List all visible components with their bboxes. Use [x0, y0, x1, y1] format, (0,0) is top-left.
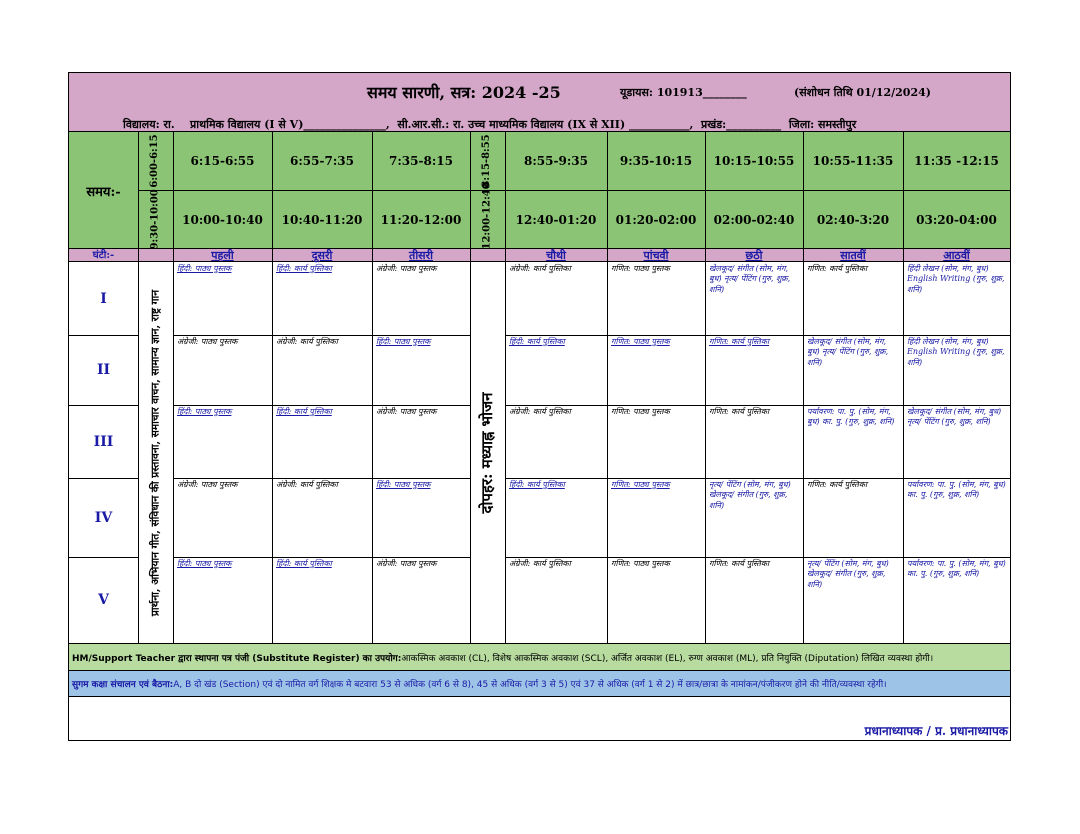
- subject-cell: गणित: कार्य पुस्तिका: [709, 559, 770, 568]
- signature-label: प्रधानाध्यापक / प्र. प्रधानाध्यापक: [864, 724, 1008, 738]
- class-note-text: A, B दो खंड (Section) एवं दो नामित वर्ग शिक्षक मे बटवारा 53 से अधिक (वर्ग 6 से 8), 45 से अधिक (वर्ग 3 से 5) एवं 37 से अधिक (वर्ग 1 से 2) में छात्र/छात्रा के नामांकन/पंजीकरण होने की नीति/व्यवस्था रहेगी।: [173, 680, 887, 690]
- time-slot-afternoon: 10:00-10:40: [182, 212, 263, 227]
- period-header: तीसरी: [409, 249, 433, 262]
- subject-cell: अंग्रेजी: पाठ्य पुस्तक: [376, 407, 437, 416]
- subject-cell: गणित: पाठ्य पुस्तक: [611, 264, 670, 273]
- subject-cell: गणित: पाठ्य पुस्तक: [611, 480, 670, 489]
- time-slot-morning: 9:35-10:15: [619, 154, 693, 168]
- class-label: III: [93, 433, 114, 450]
- period-header: चौथी: [546, 249, 566, 262]
- subject-cell: खेलकूद/ संगीत (सोम, मंग, बुध) नृत्य/ पेंटिंग (गुरु, शुक्र, शनि): [807, 337, 889, 367]
- period-header: आठवीं: [943, 249, 970, 262]
- subject-cell: पर्यावरण: पा. पु. (सोम, मंग, बुध) का. पु. (गुरु, शुक्र, शनि): [907, 480, 1006, 500]
- subject-cell: गणित: पाठ्य पुस्तक: [611, 407, 670, 416]
- time-slot-afternoon: 01:20-02:00: [615, 212, 697, 227]
- subject-cell: हिंदी: पाठ्य पुस्तक: [177, 559, 232, 568]
- subject-cell: नृत्य/ पेंटिंग (सोम, मंग, बुध) खेलकूद/ संगीत (गुरु, शुक्र, शनि): [709, 480, 791, 510]
- grid-vline: [470, 132, 471, 643]
- assembly-time: 9:30-10:00: [149, 188, 160, 249]
- class-label: IV: [94, 509, 113, 526]
- break-time: 12:00-12:40: [481, 181, 492, 249]
- period-header: छठी: [745, 249, 763, 262]
- subject-cell: हिंदी: पाठ्य पुस्तक: [376, 337, 431, 346]
- time-slot-afternoon: 11:20-12:00: [380, 212, 462, 227]
- subject-cell: अंग्रेजी: पाठ्य पुस्तक: [177, 337, 238, 346]
- subject-cell: गणित: कार्य पुस्तिका: [807, 264, 868, 273]
- assembly-time: 6:00-6:15: [149, 134, 160, 188]
- subject-cell: नृत्य/ पेंटिंग (सोम, मंग, बुध) खेलकूद/ संगीत (गुरु, शुक्र, शनि): [807, 559, 889, 589]
- header-band: [69, 73, 1010, 132]
- subject-cell: हिंदी: पाठ्य पुस्तक: [177, 264, 232, 273]
- time-slot-afternoon: 03:20-04:00: [916, 212, 997, 227]
- class-label: II: [96, 362, 111, 378]
- grid-vline: [138, 132, 139, 643]
- subject-cell: हिंदी: कार्य पुस्तिका: [509, 337, 565, 346]
- subject-cell: हिंदी: पाठ्य पुस्तक: [376, 480, 431, 489]
- assembly-activities: प्रार्थना, अभियान गीत, संविधान की प्रस्तावना, समाचार वाचन, सामान्य ज्ञान, राष्ट्र गान: [149, 289, 161, 616]
- signature-area: [69, 696, 1010, 741]
- subject-cell: अंग्रेजी: पाठ्य पुस्तक: [376, 559, 437, 568]
- substitute-note: [69, 643, 1010, 670]
- school-info-line: विद्यालय: रा. प्राथमिक विद्यालय (I से V)_______________, सी.आर.सी.: रा. उच्च माध्यमिक विद्यालय (IX से XII) ___________, प्रखंड:__________ जिला: समस्तीपुर: [123, 118, 857, 131]
- class-label: I: [100, 290, 107, 307]
- subject-cell: गणित: पाठ्य पुस्तक: [611, 337, 670, 346]
- subject-cell: खेलकूद/ संगीत (सोम, मंग, बुध) नृत्य/ पेंटिंग (गुरु, शुक्र, शनि): [709, 264, 791, 294]
- break-time: 8:15-8:55: [481, 134, 492, 188]
- subject-cell: अंग्रेजी: कार्य पुस्तिका: [276, 480, 338, 489]
- subject-cell: हिंदी: कार्य पुस्तिका: [509, 480, 565, 489]
- time-slot-morning: 7:35-8:15: [389, 154, 453, 168]
- time-slot-morning: 10:55-11:35: [812, 154, 894, 168]
- revision-date: (संशोधन तिथि 01/12/2024): [794, 86, 931, 99]
- timetable-sheet: [68, 72, 1011, 741]
- subject-cell: अंग्रेजी: कार्य पुस्तिका: [509, 264, 571, 273]
- period-header: पहली: [211, 249, 234, 262]
- time-slot-afternoon: 10:40-11:20: [281, 212, 363, 227]
- subject-cell: अंग्रेजी: पाठ्य पुस्तक: [177, 480, 238, 489]
- time-slot-morning: 10:15-10:55: [713, 154, 795, 168]
- subject-cell: अंग्रेजी: कार्य पुस्तिका: [509, 407, 571, 416]
- subject-cell: पर्यावरण: पा. पु. (सोम, मंग, बुध) का. पु. (गुरु, शुक्र, शनि): [807, 407, 895, 427]
- subject-cell: गणित: कार्य पुस्तिका: [709, 407, 770, 416]
- period-header: पांचवी: [643, 249, 669, 262]
- time-slot-morning: 6:55-7:35: [290, 154, 354, 168]
- subject-cell: अंग्रेजी: कार्य पुस्तिका: [276, 337, 338, 346]
- page-title: समय सारणी, सत्र: 2024 -25: [367, 83, 561, 102]
- udise-code: यूडायस: 101913________: [620, 86, 747, 99]
- subject-cell: हिंदी: कार्य पुस्तिका: [276, 559, 332, 568]
- subject-cell: हिंदी: पाठ्य पुस्तक: [177, 407, 232, 416]
- substitute-note-text: आकस्मिक अवकाश (CL), विशेष आकस्मिक अवकाश (SCL), अर्जित अवकाश (EL), रुग्ण अवकाश (ML), प्रति नियुक्ति (Diputation) लिखित व्यवस्था होगी।: [401, 653, 934, 664]
- period-header: दूसरी: [311, 249, 333, 262]
- lunch-break-label: दोपहर: मध्याह्न भोजन: [478, 392, 496, 513]
- subject-cell: खेलकूद/ संगीत (सोम, मंग, बुध) नृत्य/ पेंटिंग (गुरु, शुक्र, शनि): [907, 407, 1002, 427]
- subject-cell: गणित: कार्य पुस्तिका: [709, 337, 770, 346]
- class-note-heading: सुगम कक्षा संचालन एवं बैठना:: [72, 680, 174, 690]
- class-note: [69, 670, 1010, 696]
- time-slot-morning: 6:15-6:55: [190, 154, 255, 168]
- substitute-note-heading: HM/Support Teacher द्वारा स्थापना पत्र पंजी (Substitute Register) का उपयोग:: [72, 653, 402, 664]
- subject-cell: गणित: पाठ्य पुस्तक: [611, 559, 670, 568]
- subject-cell: हिंदी लेखन (सोम, मंग, बुध) English Writing (गुरु, शुक्र, शनि): [907, 264, 1005, 294]
- time-slot-morning: 11:35 -12:15: [914, 154, 999, 168]
- period-header: सातवीं: [840, 249, 866, 262]
- subject-cell: अंग्रेजी: कार्य पुस्तिका: [509, 559, 571, 568]
- class-label: V: [98, 592, 109, 608]
- time-slot-afternoon: 12:40-01:20: [515, 212, 597, 227]
- subject-cell: पर्यावरण: पा. पु. (सोम, मंग, बुध) का. पु. (गुरु, शुक्र, शनि): [907, 559, 1006, 579]
- period-label: घंटी:-: [92, 250, 115, 261]
- time-label: समय:-: [86, 184, 121, 200]
- time-slot-morning: 8:55-9:35: [524, 154, 588, 168]
- time-slot-afternoon: 02:40-3:20: [816, 212, 890, 227]
- subject-cell: अंग्रेजी: पाठ्य पुस्तक: [376, 264, 437, 273]
- subject-cell: हिंदी लेखन (सोम, मंग, बुध) English Writing (गुरु, शुक्र, शनि): [907, 337, 1005, 367]
- time-slot-afternoon: 02:00-02:40: [713, 212, 795, 227]
- subject-cell: हिंदी: कार्य पुस्तिका: [276, 407, 332, 416]
- subject-cell: हिंदी: कार्य पुस्तिका: [276, 264, 332, 273]
- subject-cell: गणित: कार्य पुस्तिका: [807, 480, 868, 489]
